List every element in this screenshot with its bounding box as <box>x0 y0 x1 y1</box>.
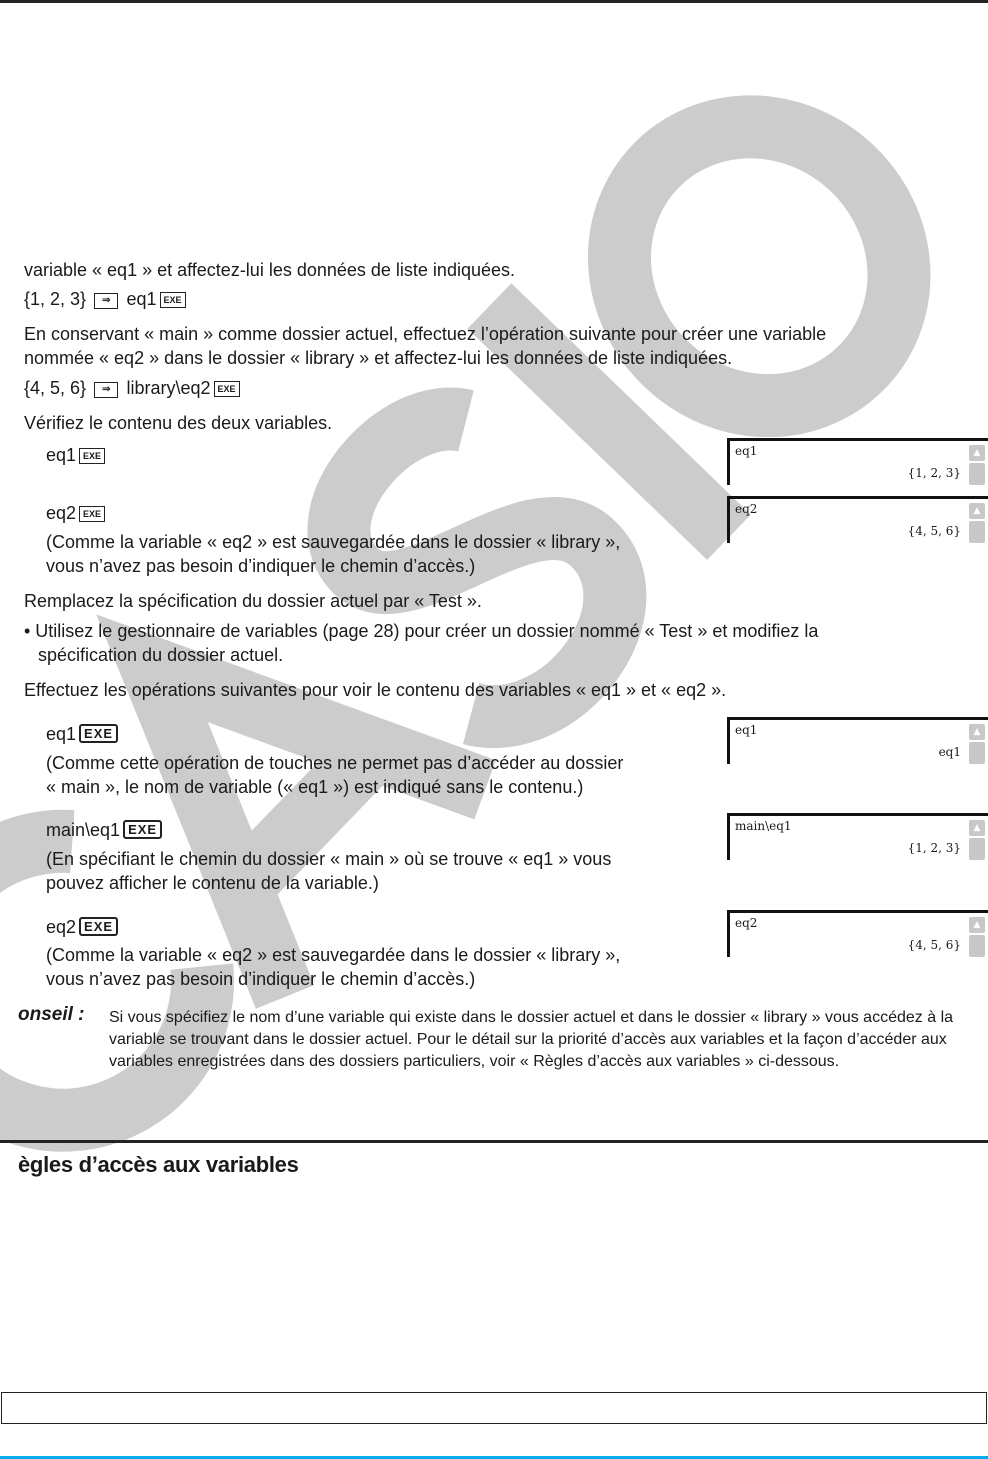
key-sequence <box>46 443 108 467</box>
step-text: (Comme cette opération de touches ne permet pas d’accéder au dossier <box>46 753 624 773</box>
screen-input: eq2 <box>735 916 758 930</box>
key-sequence <box>46 915 121 939</box>
key-sequence <box>46 722 121 746</box>
screen-output: {4, 5, 6} <box>907 938 961 952</box>
step-text: vous n’avez pas besoin d’indiquer le chemin d’accès.) <box>46 556 476 576</box>
seq-var: eq1 <box>46 724 77 744</box>
scroll-up-icon: ▲ <box>969 820 985 836</box>
scroll-up-icon: ▲ <box>969 724 985 740</box>
screen-input: eq2 <box>735 502 758 516</box>
store-key-icon: ⇒ <box>94 293 118 309</box>
scrollbar <box>969 917 985 957</box>
exe-key-icon: EXE <box>123 820 162 839</box>
key-sequence <box>46 501 108 525</box>
exe-key-icon: EXE <box>214 381 240 397</box>
seq-var: eq1 <box>126 289 157 309</box>
step-text: variable « eq1 » et affectez-lui les données de liste indiquées. <box>24 260 515 280</box>
key-sequence <box>24 376 243 400</box>
screen-input: eq1 <box>735 444 758 458</box>
section-heading: ègles d’accès aux variables <box>18 1152 299 1177</box>
screen-output: {1, 2, 3} <box>907 466 961 480</box>
screen-input: main\eq1 <box>735 819 792 833</box>
store-key-icon: ⇒ <box>94 382 118 398</box>
seq-var: eq1 <box>46 445 77 465</box>
calculator-screen <box>727 910 988 957</box>
screen-output: {1, 2, 3} <box>907 841 961 855</box>
key-sequence <box>24 287 189 311</box>
screen-output: eq1 <box>938 745 961 759</box>
step-text: En conservant « main » comme dossier actuel, effectuez l’opération suivante pour créer une variable <box>24 324 827 344</box>
seq-var: library\eq2 <box>126 378 211 398</box>
footer-box <box>1 1392 987 1424</box>
seq-value: {1, 2, 3} <box>24 289 87 309</box>
top-rule <box>0 0 988 3</box>
scrollbar <box>969 503 985 543</box>
scrollbar <box>969 724 985 764</box>
scroll-up-icon: ▲ <box>969 503 985 519</box>
calculator-screen <box>727 438 988 485</box>
bullet-text: • Utilisez le gestionnaire de variables (page 28) pour créer un dossier nommé « Test » et modifiez la <box>24 621 819 641</box>
step-text: Remplacez la spécification du dossier actuel par « Test ». <box>24 591 482 611</box>
watermark-letter-o <box>562 69 957 463</box>
step-text: (En spécifiant le chemin du dossier « main » où se trouve « eq1 » vous <box>46 849 612 869</box>
seq-var: eq2 <box>46 503 77 523</box>
bullet-text: spécification du dossier actuel. <box>38 645 284 665</box>
step-text: vous n’avez pas besoin d’indiquer le chemin d’accès.) <box>46 969 476 989</box>
scrollbar <box>969 445 985 485</box>
scrollbar <box>969 820 985 860</box>
scroll-up-icon: ▲ <box>969 917 985 933</box>
seq-var: main\eq1 <box>46 820 121 840</box>
screen-output: {4, 5, 6} <box>907 524 961 538</box>
step-text: nommée « eq2 » dans le dossier « library » et affectez-lui les données de liste indiquées. <box>24 348 733 368</box>
step-text: « main », le nom de variable (« eq1 ») est indiqué sans le contenu.) <box>46 777 584 797</box>
step-text: (Comme la variable « eq2 » est sauvegardée dans le dossier « library », <box>46 532 621 552</box>
exe-key-icon: EXE <box>79 724 118 743</box>
calculator-screen <box>727 813 988 860</box>
exe-key-icon: EXE <box>160 292 186 308</box>
scroll-up-icon: ▲ <box>969 445 985 461</box>
screen-input: eq1 <box>735 723 758 737</box>
seq-var: eq2 <box>46 917 77 937</box>
calculator-screen <box>727 717 988 764</box>
step-text: (Comme la variable « eq2 » est sauvegardée dans le dossier « library », <box>46 945 621 965</box>
key-sequence <box>46 818 165 842</box>
exe-key-icon: EXE <box>79 448 105 464</box>
step-text: pouvez afficher le contenu de la variable.) <box>46 873 379 893</box>
exe-key-icon: EXE <box>79 506 105 522</box>
section-rule <box>0 1140 988 1143</box>
calculator-screen <box>727 496 988 543</box>
tip-text: Si vous spécifiez le nom d’une variable qui existe dans le dossier actuel et dans le dossier « library » vous accédez à la variable se trouvant dans le dossier actuel. Pour le détail sur la priorité d’accès aux variables et la façon d’accéder aux variables enregistrées dans des dossiers particuliers, voir « Règles d’accès aux variables » ci-dessous. <box>109 1009 954 1070</box>
tip-label: onseil : <box>18 1004 85 1025</box>
exe-key-icon: EXE <box>79 917 118 936</box>
seq-value: {4, 5, 6} <box>24 378 87 398</box>
step-text: Vérifiez le contenu des deux variables. <box>24 413 333 433</box>
step-text: Effectuez les opérations suivantes pour voir le contenu des variables « eq1 » et « eq2 ». <box>24 680 727 700</box>
